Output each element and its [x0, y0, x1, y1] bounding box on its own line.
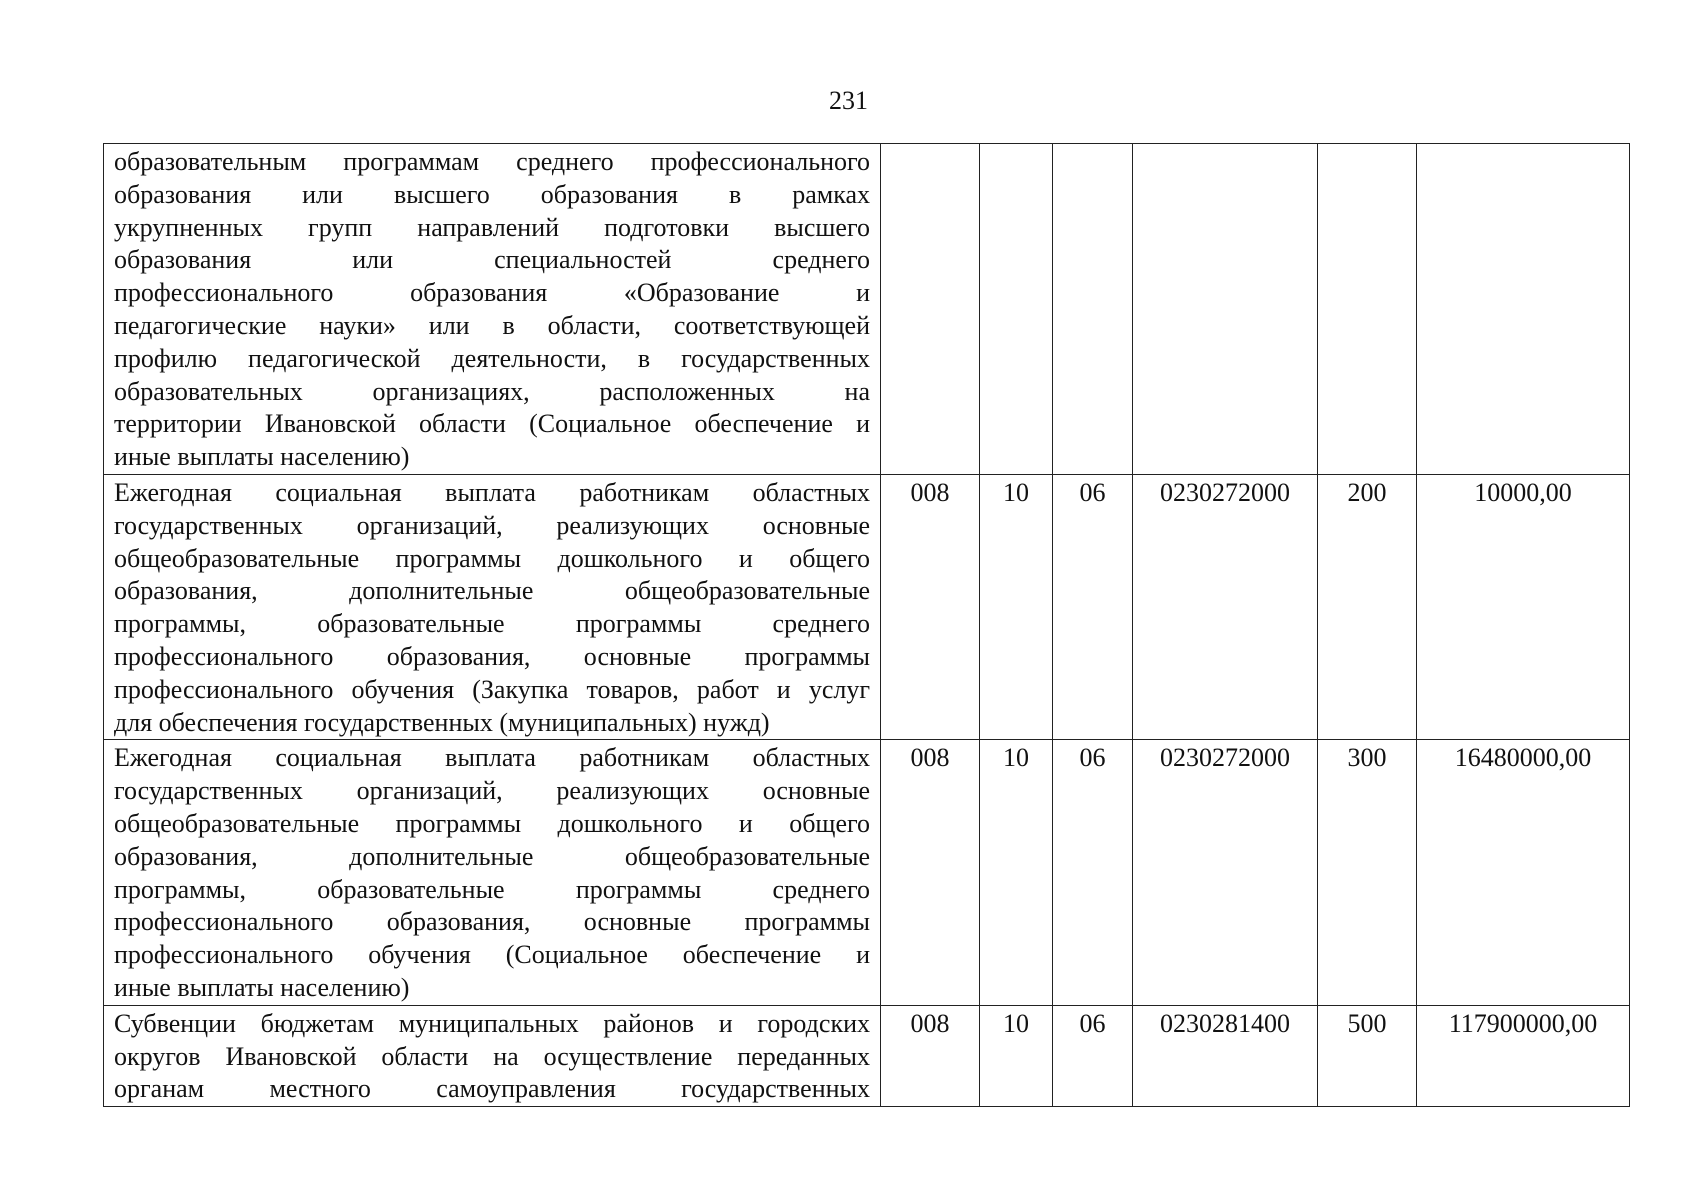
section-code-cell: 10: [980, 1005, 1053, 1106]
description-line: округов Ивановской области на осуществление переданных: [114, 1041, 870, 1071]
amount-cell: 16480000,00: [1417, 740, 1630, 1005]
description-line: для обеспечения государственных (муниципальных) нужд): [114, 707, 770, 737]
subsection-code-cell: 06: [1053, 1005, 1133, 1106]
amount-cell: 117900000,00: [1417, 1005, 1630, 1106]
description-line: профессионального обучения (Социальное обеспечение и: [114, 940, 870, 970]
ministry-code-cell: 008: [881, 475, 980, 740]
description-line: образовательных организациях, расположенных на: [114, 376, 870, 406]
ministry-code-cell: [881, 144, 980, 475]
budget-table: [103, 143, 1630, 1107]
description-line: иные выплаты населению): [114, 972, 410, 1002]
expense-type-cell: 300: [1318, 740, 1417, 1005]
description-line: иные выплаты населению): [114, 442, 410, 472]
expense-type-cell: 500: [1318, 1005, 1417, 1106]
description-line: государственных организаций, реализующих основные: [114, 776, 870, 806]
target-article-cell: 0230272000: [1133, 740, 1318, 1005]
description-line: образования или высшего образования в рамках: [114, 179, 870, 209]
section-code-cell: [980, 144, 1053, 475]
description-line: образования, дополнительные общеобразовательные: [114, 576, 870, 606]
description-line: профессионального образования «Образование и: [114, 278, 870, 308]
expense-type-cell: [1318, 144, 1417, 475]
table-row: [104, 1005, 1630, 1106]
description-line: образования или специальностей среднего: [114, 245, 870, 275]
description-line: профессионального образования, основные программы: [114, 641, 870, 671]
target-article-cell: 0230272000: [1133, 475, 1318, 740]
description-cell: [104, 144, 881, 475]
description-cell: [104, 1005, 881, 1106]
description-cell: [104, 475, 881, 740]
description-line: образования, дополнительные общеобразовательные: [114, 841, 870, 871]
table-row: [104, 475, 1630, 740]
description-line: Субвенции бюджетам муниципальных районов и городских: [114, 1008, 870, 1038]
description-line: профессионального обучения (Закупка товаров, работ и услуг: [114, 674, 870, 704]
target-article-cell: [1133, 144, 1318, 475]
subsection-code-cell: 06: [1053, 475, 1133, 740]
description-line: укрупненных групп направлений подготовки высшего: [114, 212, 870, 242]
description-line: общеобразовательные программы дошкольного и общего: [114, 808, 870, 838]
section-code-cell: 10: [980, 740, 1053, 1005]
description-line: педагогические науки» или в области, соответствующей: [114, 310, 870, 340]
ministry-code-cell: 008: [881, 740, 980, 1005]
expense-type-cell: 200: [1318, 475, 1417, 740]
description-cell: [104, 740, 881, 1005]
table-row: [104, 144, 1630, 475]
subsection-code-cell: [1053, 144, 1133, 475]
amount-cell: 10000,00: [1417, 475, 1630, 740]
table-row: [104, 740, 1630, 1005]
amount-cell: [1417, 144, 1630, 475]
description-line: общеобразовательные программы дошкольного и общего: [114, 543, 870, 573]
section-code-cell: 10: [980, 475, 1053, 740]
description-line: профессионального образования, основные программы: [114, 907, 870, 937]
description-line: образовательным программам среднего профессионального: [114, 147, 870, 176]
description-line: программы, образовательные программы среднего: [114, 609, 870, 639]
ministry-code-cell: 008: [881, 1005, 980, 1106]
target-article-cell: 0230281400: [1133, 1005, 1318, 1106]
description-line: профилю педагогической деятельности, в государственных: [114, 343, 870, 373]
description-line: Ежегодная социальная выплата работникам областных: [114, 743, 870, 773]
description-line: органам местного самоуправления государственных: [114, 1074, 870, 1104]
description-line: программы, образовательные программы среднего: [114, 874, 870, 904]
description-line: Ежегодная социальная выплата работникам областных: [114, 478, 870, 507]
subsection-code-cell: 06: [1053, 740, 1133, 1005]
description-line: государственных организаций, реализующих основные: [114, 510, 870, 540]
description-line: территории Ивановской области (Социальное обеспечение и: [114, 409, 870, 439]
page-number: 231: [829, 86, 868, 115]
